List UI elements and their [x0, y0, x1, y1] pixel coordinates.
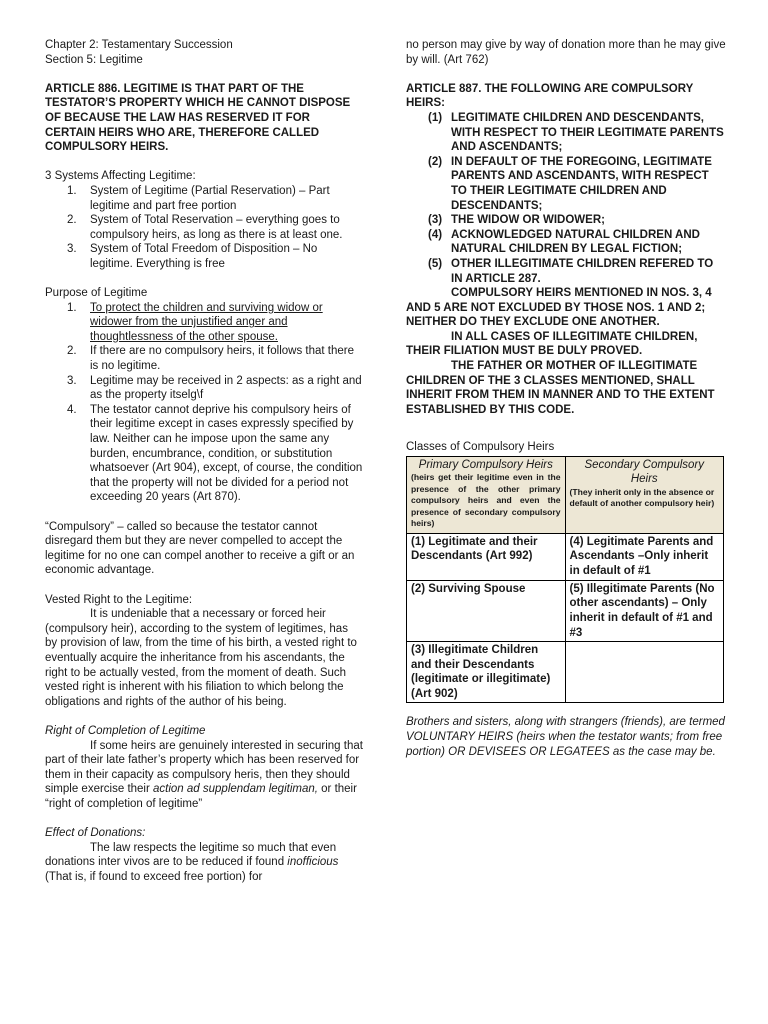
table-cell	[565, 642, 724, 703]
table-row	[407, 533, 724, 580]
table-row	[407, 642, 724, 703]
vested-heading: Vested Right to the Legitime:	[45, 593, 193, 606]
donations-paragraph: The law respects the legitime so much that even donations inter vivos are to be reduced if found inofficious (That is, if found to exceed free portion) for	[45, 841, 339, 883]
purpose-heading: Purpose of Legitime	[45, 287, 148, 300]
systems-heading: 3 Systems Affecting Legitime:	[45, 170, 196, 183]
article-887-para-nos: COMPULSORY HEIRS MENTIONED IN NOS. 3, 4 AND 5 ARE NOT EXCLUDED BY THOSE NOS. 1 AND 2; NEITHER DO THEY EXCLUDE ONE ANOTHER.	[406, 287, 712, 329]
table-row	[407, 580, 724, 641]
table-cell: (4) Legitimate Parents and Ascendants –Only inherit in default of #1	[565, 533, 724, 580]
completion-heading: Right of Completion of Legitime	[45, 724, 206, 737]
compulsory-heirs-table	[406, 456, 724, 704]
table-cell: (3) Illegitimate Children and their Descendants (legitimate or illegitimate) (Art 902)	[407, 642, 566, 703]
purpose-list	[45, 301, 363, 505]
list-item: 1. System of Legitime (Partial Reservation) – Part legitime and part free portion	[67, 184, 330, 212]
donation-continuation: no person may give by way of donation more than he may give by will. (Art 762)	[406, 39, 726, 66]
list-item: 3. Legitime may be received in 2 aspects: as a right and as the property itselg\f	[67, 374, 362, 402]
completion-paragraph: If some heirs are genuinely interested in securing that part of their late father’s property which has been reserved for them in their capacity as compulsory heris, then they should simple exercise their action ad supplendam legitiman, or their “right of completion of legitime”	[45, 739, 363, 810]
systems-list	[45, 184, 363, 272]
list-item: 2. If there are no compulsory heirs, it follows that there is no legitime.	[67, 345, 354, 373]
list-item: (4) ACKNOWLEDGED NATURAL CHILDREN AND NATURAL CHILDREN BY LEGAL FICTION;	[428, 228, 700, 256]
secondary-header: Secondary Compulsory Heirs (They inherit only in the absence or default of another compulsory heir)	[565, 456, 724, 533]
table-caption: Classes of Compulsory Heirs	[406, 441, 555, 454]
list-item: 3. System of Total Freedom of Disposition – No legitime. Everything is free	[67, 243, 318, 270]
vested-paragraph: It is undeniable that a necessary or forced heir (compulsory heir), according to the system of legitimes, has by provision of law, from the time of his birth, a vested right to eventually acquire the inheritance from his ascendants, the right to be actually vested, from the moment of death. Such vested right is inherent with his filiation to which belong the obligations and rights of the author of his being.	[45, 608, 357, 708]
list-item: 2. System of Total Reservation – everything goes to compulsory heirs, as long as there is at least one.	[67, 214, 343, 241]
compulsory-definition: “Compulsory” – called so because the testator cannot disregard them but they are never compelled to accept the legitime for no one can compel another to receive a gift or an economic advantage.	[45, 520, 355, 577]
list-item: (2) IN DEFAULT OF THE FOREGOING, LEGITIMATE PARENTS AND ASCENDANTS, WITH RESPECT TO THEIR LEGITIMATE CHILDREN AND DESCENDANTS;	[428, 155, 712, 212]
donations-heading: Effect of Donations:	[45, 827, 146, 840]
voluntary-heirs-note: Brothers and sisters, along with strangers (friends), are termed VOLUNTARY HEIRS (heirs when the testator wants; from free portion) OR DEVISEES OR LEGATEES as the case may be.	[406, 716, 725, 758]
table-cell: (1) Legitimate and their Descendants (Art 992)	[407, 533, 566, 580]
left-column	[45, 38, 363, 884]
right-column	[406, 38, 726, 759]
chapter-heading: Chapter 2: Testamentary Succession	[45, 39, 233, 51]
article-886: ARTICLE 886. LEGITIME IS THAT PART OF THE TESTATOR’S PROPERTY WHICH HE CANNOT DISPOSE OF BECAUSE THE LAW HAS RESERVED IT FOR CERTAIN HEIRS WHO ARE, THEREFORE CALLED COMPULSORY HEIRS.	[45, 82, 351, 154]
article-887-para-father: THE FATHER OR MOTHER OF ILLEGITIMATE CHILDREN OF THE 3 CLASSES MENTIONED, SHALL INHERIT FROM THEM IN MANNER AND TO THE EXTENT ESTABLISHED BY THIS CODE.	[406, 360, 715, 416]
table-cell: (2) Surviving Spouse	[407, 580, 566, 641]
primary-header: Primary Compulsory Heirs (heirs get their legitime even in the presence of the other primary compulsory heirs and even the presence of secondary compulsory heirs)	[407, 456, 566, 533]
list-item: (1) LEGITIMATE CHILDREN AND DESCENDANTS, WITH RESPECT TO THEIR LEGITIMATE PARENTS AND ASCENDANTS;	[428, 111, 724, 154]
list-item: (5) OTHER ILLEGITIMATE CHILDREN REFERED TO IN ARTICLE 287.	[428, 257, 714, 285]
list-item: 1. To protect the children and surviving widow or widower from the unjustified anger and thoughtlessness of the other spouse.	[67, 301, 323, 343]
list-item: (3) THE WIDOW OR WIDOWER;	[428, 214, 605, 227]
list-item: 4. The testator cannot deprive his compulsory heirs of their legitime except in cases expressly specified by law. Neither can he impose upon the same any burden, encumbrance, condition, or substitution whatsoever (Art 904), except, of course, the condition that the property will not be divided for a period not exceeding 20 years (Art 870).	[67, 403, 363, 504]
article-887-intro: ARTICLE 887. THE FOLLOWING ARE COMPULSORY HEIRS:	[406, 82, 694, 110]
article-887-para-illegitimate: IN ALL CASES OF ILLEGITIMATE CHILDREN, THEIR FILIATION MUST BE DULY PROVED.	[406, 330, 698, 358]
compulsory-heirs-list	[406, 111, 726, 286]
table-cell: (5) Illegitimate Parents (No other ascendants) – Only inherit in default of #1 and #3	[565, 580, 724, 641]
section-heading: Section 5: Legitime	[45, 53, 143, 66]
